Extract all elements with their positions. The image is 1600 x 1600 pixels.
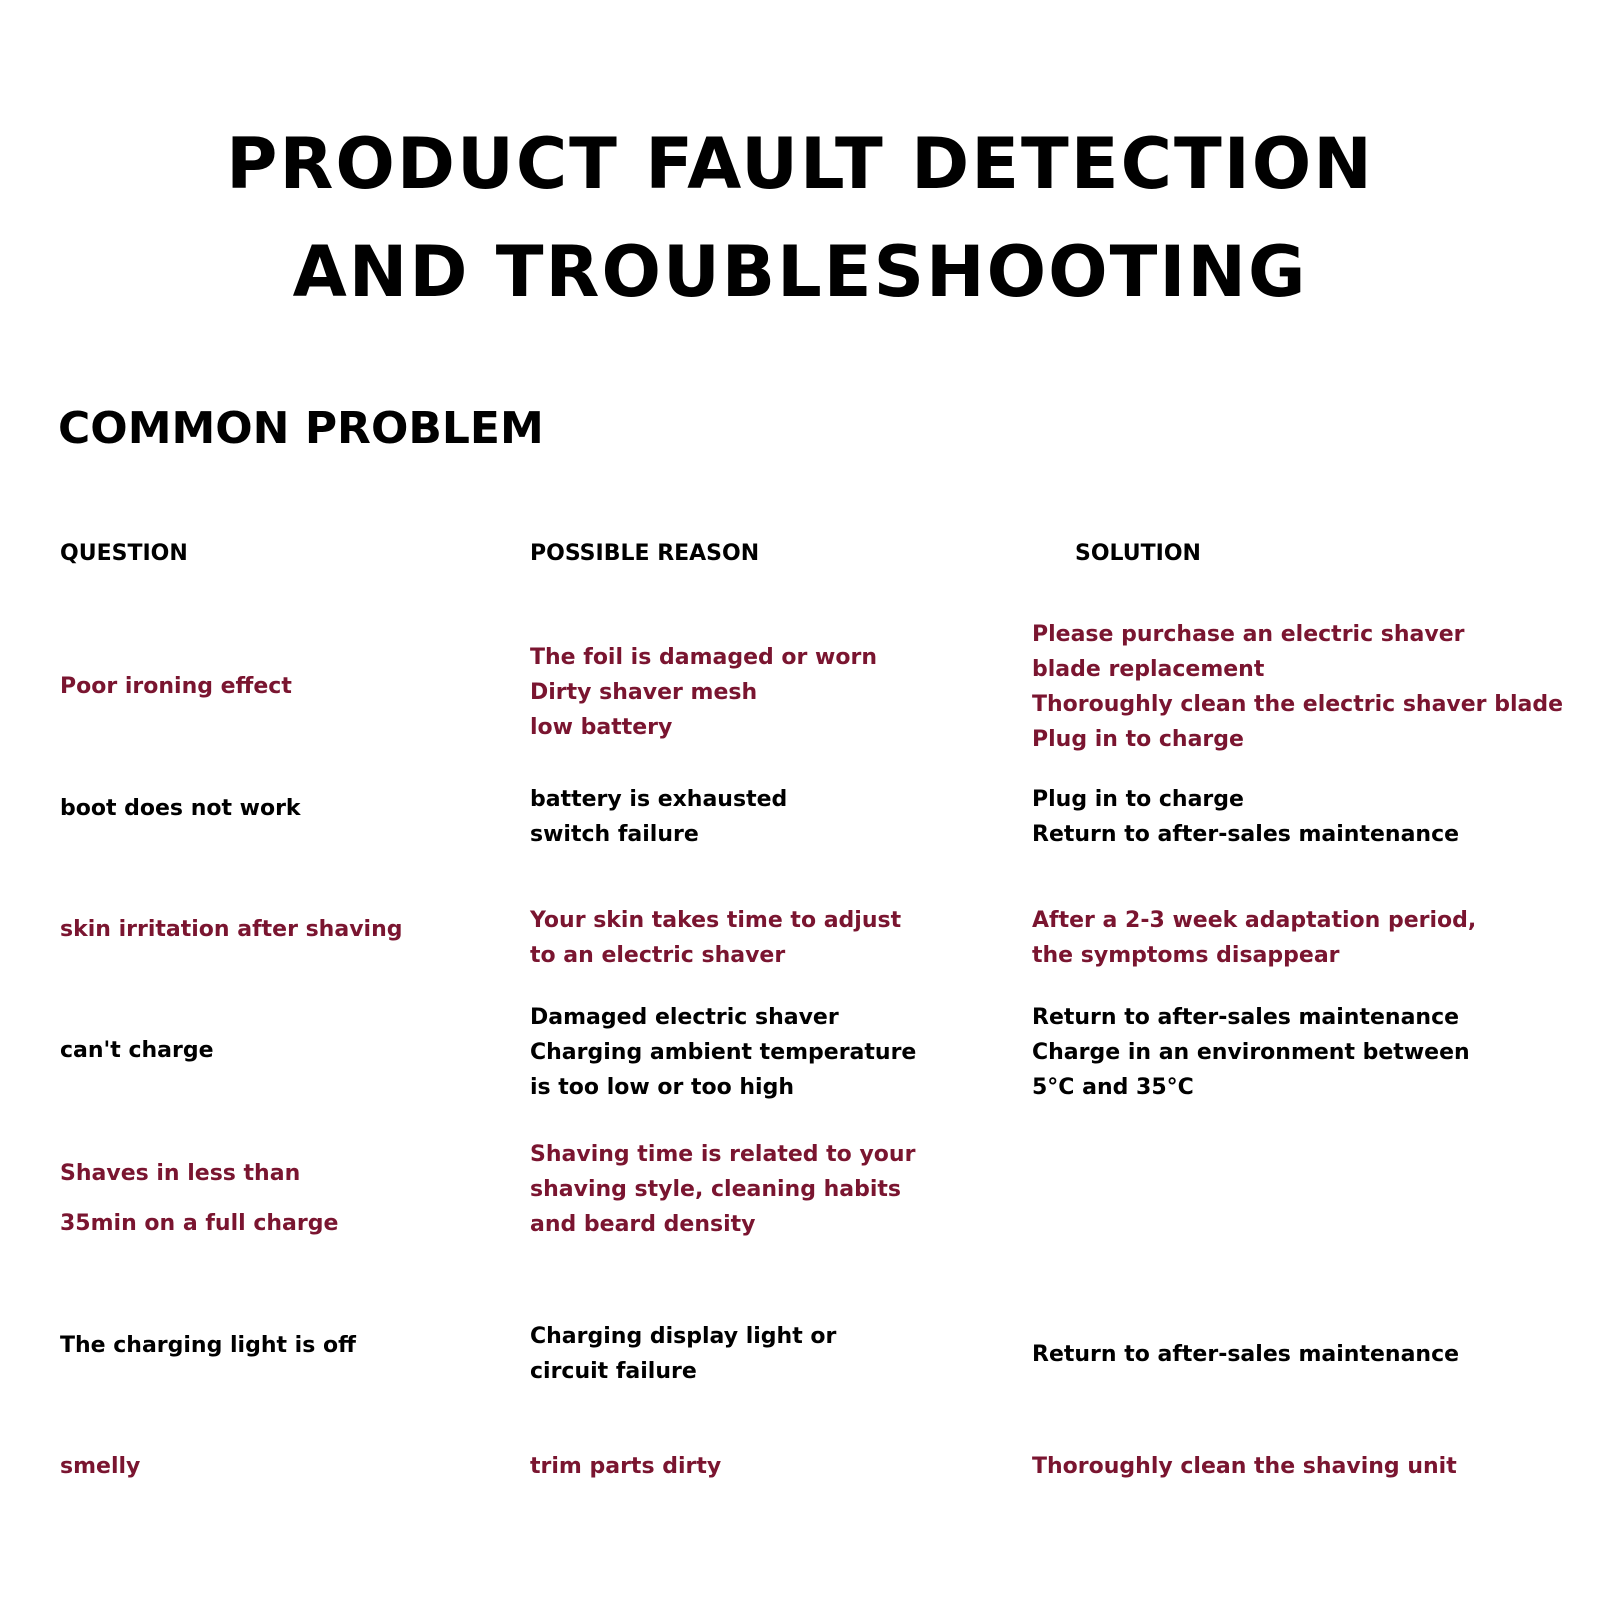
row-4-reason-line: is too low or too high: [530, 1075, 794, 1100]
row-4-question-line: can't charge: [60, 1038, 214, 1063]
row-5-reason-line: shaving style, cleaning habits: [530, 1177, 902, 1202]
row-3-solution: [1032, 903, 1476, 973]
row-5-question-line: 35min on a full charge: [60, 1211, 339, 1236]
row-1-reason: [530, 640, 877, 745]
row-1-reason-line: low battery: [530, 715, 673, 740]
row-4-question: [60, 1033, 214, 1068]
row-2-question: [60, 791, 301, 826]
row-4-reason: [530, 1000, 916, 1105]
row-1-question-line: Poor ironing effect: [60, 674, 292, 699]
row-3-solution-line: After a 2-3 week adaptation period,: [1032, 908, 1477, 933]
header-possible-reason: POSSIBLE REASON: [530, 541, 760, 566]
row-6-solution: [1032, 1337, 1459, 1372]
title-line-2: AND TROUBLESHOOTING: [292, 231, 1308, 313]
row-5-reason-line: Shaving time is related to your: [530, 1142, 916, 1167]
row-6-solution-line: Return to after-sales maintenance: [1032, 1342, 1460, 1367]
row-3-question: [60, 912, 402, 947]
row-7-solution: [1032, 1449, 1457, 1484]
row-7-question-line: smelly: [60, 1454, 141, 1479]
row-6-reason: [530, 1319, 836, 1389]
row-4-solution-line: 5°C and 35°C: [1032, 1075, 1194, 1100]
row-6-reason-line: Charging display light or: [530, 1324, 837, 1349]
row-2-question-line: boot does not work: [60, 796, 301, 821]
row-7-question: [60, 1449, 140, 1484]
row-1-reason-line: Dirty shaver mesh: [530, 680, 758, 705]
row-1-reason-line: The foil is damaged or worn: [530, 645, 877, 670]
row-2-solution-line: Plug in to charge: [1032, 787, 1244, 812]
header-question: QUESTION: [60, 541, 188, 566]
row-2-reason: [530, 782, 787, 852]
row-6-question-line: The charging light is off: [60, 1333, 356, 1358]
row-3-question-line: skin irritation after shaving: [60, 917, 403, 942]
row-2-reason-line: switch failure: [530, 822, 699, 847]
row-5-question-line: Shaves in less than: [60, 1161, 301, 1186]
row-3-reason: [530, 903, 901, 973]
row-2-solution-line: Return to after-sales maintenance: [1032, 822, 1460, 847]
page-title: [0, 110, 1600, 326]
row-5-reason-line: and beard density: [530, 1212, 756, 1237]
row-5-question: [60, 1149, 338, 1249]
row-5-reason: [530, 1137, 915, 1242]
section-title: COMMON PROBLEM: [58, 403, 544, 454]
row-1-solution: [1032, 617, 1563, 757]
row-2-reason-line: battery is exhausted: [530, 787, 788, 812]
row-4-reason-line: Damaged electric shaver: [530, 1005, 839, 1030]
row-4-solution-line: Charge in an environment between: [1032, 1040, 1470, 1065]
row-6-reason-line: circuit failure: [530, 1359, 697, 1384]
row-1-solution-line: Please purchase an electric shaver: [1032, 622, 1465, 647]
header-solution: SOLUTION: [1075, 541, 1201, 566]
row-1-question: [60, 669, 292, 704]
row-2-solution: [1032, 782, 1459, 852]
row-1-solution-line: Plug in to charge: [1032, 727, 1244, 752]
row-7-reason-line: trim parts dirty: [530, 1454, 722, 1479]
row-4-solution-line: Return to after-sales maintenance: [1032, 1005, 1460, 1030]
row-3-solution-line: the symptoms disappear: [1032, 943, 1340, 968]
row-3-reason-line: to an electric shaver: [530, 943, 786, 968]
row-3-reason-line: Your skin takes time to adjust: [530, 908, 902, 933]
row-7-reason: [530, 1449, 721, 1484]
row-4-reason-line: Charging ambient temperature: [530, 1040, 917, 1065]
row-1-solution-line: Thoroughly clean the electric shaver blade: [1032, 692, 1563, 717]
row-1-solution-line: blade replacement: [1032, 657, 1265, 682]
row-6-question: [60, 1328, 356, 1363]
row-4-solution: [1032, 1000, 1470, 1105]
row-7-solution-line: Thoroughly clean the shaving unit: [1032, 1454, 1457, 1479]
title-line-1: PRODUCT FAULT DETECTION: [226, 123, 1374, 205]
